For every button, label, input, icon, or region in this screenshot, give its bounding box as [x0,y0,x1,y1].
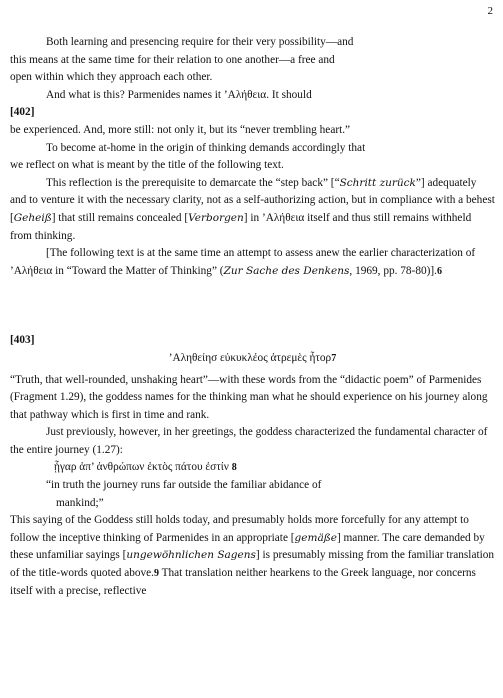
quote-line: “in truth the journey runs far outside the familiar abidance of [46,479,322,492]
paragraph-learning-presencing [10,34,495,87]
german-term: Verborgen [188,211,244,224]
paragraph-greetings: Just previously, however, in her greetings, the goddess characterized the fundamental character of the entire journey (1.27): [10,426,488,456]
footnote-ref-8[interactable]: 8 [231,462,237,474]
german-term: ungewöhnlichen Sagens [126,549,256,562]
paragraph-line: Both learning and presencing require for their very possibility—and [46,36,354,48]
greek-quote-text: ᾗγαρ ἀπ’ ἀνθρώπων ἐκτὸς πάτου ἐστίν [54,461,229,474]
page-marker-403: [403] [10,334,35,347]
paragraph-line: To become at-home in the origin of thinking demands accordingly that [46,141,366,154]
paragraph-line: we reflect on what is meant by the title of the following text. [10,159,284,172]
english-quote [10,477,495,512]
german-term: Schritt zurück [339,176,416,189]
footnote-ref-7[interactable]: 7 [331,352,337,364]
text-run: ] manner. The care demanded by these unfamiliar sayings [ [10,531,485,562]
book-title: Zur Sache des Denkens [223,264,350,277]
paragraph-reflection [10,175,495,245]
paragraph-line: open within which they approach each other. [10,71,213,84]
text-run: ] that still remains concealed [ [51,211,189,224]
paragraph-be-experienced: be experienced. And, more still: not only it, but its “never trembling heart.” [10,123,351,136]
section-gap [10,280,495,332]
text-run: ] in ’Αλήθεια itself and thus still remains withheld from thinking. [10,211,472,242]
page-number: 2 [487,5,493,17]
page-marker-402: [402] [10,106,35,119]
greek-title: ’Αληθείησ εὐκυκλέος ἀτρεμὲς ἦτορ [168,351,332,364]
quote-line: mankind;” [56,496,104,509]
document-body [10,34,495,600]
text-run: That translation neither hearkens to the Greek language, nor concerns itself with a precise, reflective [10,567,476,597]
paragraph-at-home [10,140,495,175]
footnote-ref-6[interactable]: 6 [436,265,442,277]
paragraph-saying [10,512,495,600]
paragraph-truth: “Truth, that well-rounded, unshaking heart”—with these words from the “didactic poem” of Parmenides (Fragment 1.29), the goddess names for the thinking man what he should experience on his journey along that pathway which is first in time and rank. [10,373,488,421]
paragraph-line: this means at the same time for their relation to one another—a free and [10,53,335,66]
text-run: [The following text is at the same time an attempt to assess anew the earlier characterization of ’Αλήθεια in “Toward the Matter of Thinking” ( [10,247,476,277]
text-run: This saying of the Goddess still holds today, and presumably holds more forcefully for any attempt to follow the inceptive thinking of Parmenides in an appropriate [ [10,514,469,544]
text-run: , 1969, pp. 78-80)]. [349,264,437,277]
greek-quote [10,459,495,477]
text-run: ] is presumably missing from the familiar translation of the title-words quoted above. [10,549,495,580]
paragraph-following-text [10,245,495,280]
paragraph-what-is-this: And what is this? Parmenides names it ’Αλήθεια. It should [46,88,312,101]
text-run: ”] adequately and to venture it with the necessary clarity, not as a self-authorizing action, but in compliance with a behest [ [10,176,495,224]
german-term: gemäße [294,531,337,544]
text-run: This reflection is the prerequisite to demarcate the “step back” [“ [46,176,340,189]
footnote-ref-9[interactable]: 9 [154,568,159,580]
german-term: Geheiß [13,211,52,224]
greek-heading [10,350,495,368]
